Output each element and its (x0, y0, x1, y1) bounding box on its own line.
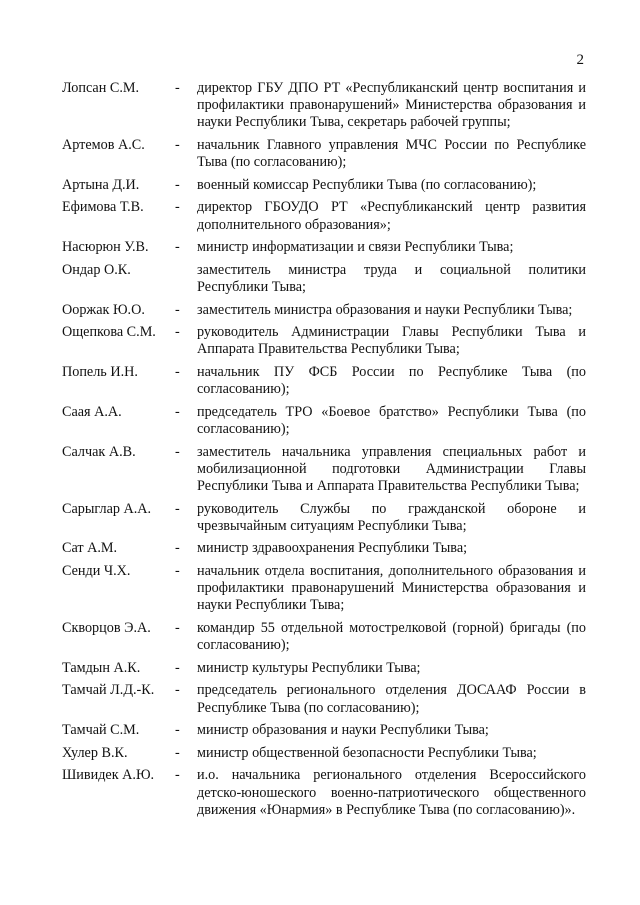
member-role: заместитель министра труда и социальной политики Республики Тыва; (197, 261, 586, 295)
member-dash: - (175, 199, 180, 216)
member-name: Попель И.Н. (62, 363, 138, 380)
member-role: министр информатизации и связи Республики Тыва; (197, 239, 514, 256)
member-name: Салчак А.В. (62, 443, 136, 460)
member-dash (173, 262, 197, 296)
members-list (62, 80, 586, 824)
member-name: Скворцов Э.А. (62, 619, 151, 636)
member-name: Сарыглар А.А. (62, 500, 152, 517)
member-dash: - (175, 239, 180, 256)
member-role: руководитель Администрации Главы Республики Тыва и Аппарата Правительства Республики Тыва; (197, 324, 586, 358)
member-row (62, 563, 586, 615)
member-dash: - (175, 744, 180, 761)
member-row (62, 239, 586, 256)
member-dash: - (175, 301, 180, 318)
member-row (62, 620, 586, 654)
member-dash: - (175, 682, 180, 699)
member-row (62, 540, 586, 557)
member-dash: - (175, 659, 180, 676)
member-name: Саая А.А. (62, 403, 122, 420)
member-row (62, 722, 586, 739)
member-row (62, 660, 586, 677)
member-role: председатель регионального отделения ДОСААФ России в Республике Тыва (по согласованию); (197, 682, 586, 716)
member-dash: - (175, 363, 180, 380)
member-role: командир 55 отдельной мотострелковой (горной) бригады (по согласованию); (197, 619, 586, 654)
member-dash: - (175, 137, 180, 153)
member-name: Насюрюн У.В. (62, 239, 149, 256)
member-name: Ощепкова С.М. (62, 324, 156, 341)
member-row (62, 199, 586, 233)
member-dash: - (175, 443, 180, 460)
member-role: и.о. начальника регионального отделения Всероссийского детско-юношеского военно-патриотического общественного движения «Юнармия» в Республике Тыва (по согласованию)». (197, 767, 586, 818)
member-role: заместитель начальника управления специальных работ и мобилизационной подготовки Администрации Главы Республики Тыва и Аппарата Правительства Республики Тыва; (197, 443, 586, 494)
member-row (62, 80, 586, 132)
member-dash: - (175, 540, 180, 557)
member-dash: - (175, 500, 180, 517)
member-dash: - (175, 176, 180, 193)
member-name: Лопсан С.М. (62, 80, 140, 96)
member-row (62, 682, 586, 716)
member-name: Сенди Ч.Х. (62, 562, 131, 579)
member-name: Ефимова Т.В. (62, 199, 144, 216)
member-role: министр культуры Республики Тыва; (197, 659, 421, 676)
member-dash: - (175, 562, 180, 579)
member-row (62, 177, 586, 194)
member-role: военный комиссар Республики Тыва (по согласованию); (197, 176, 537, 193)
member-name: Тамчай С.М. (62, 722, 140, 739)
member-dash: - (175, 722, 180, 739)
member-role: директор ГБОУДО РТ «Республиканский центр развития дополнительного образования»; (197, 199, 586, 233)
member-role: директор ГБУ ДПО РТ «Республиканский центр воспитания и профилактики правонарушений» Министерства образования и науки Республики Тыва, секретарь рабочей группы; (197, 80, 586, 131)
member-row (62, 767, 586, 819)
member-dash: - (175, 403, 180, 420)
member-name: Тамчай Л.Д.-К. (62, 682, 155, 699)
member-row (62, 137, 586, 171)
member-name: Сат А.М. (62, 540, 118, 557)
member-row (62, 444, 586, 496)
member-role: начальник Главного управления МЧС России по Республике Тыва (по согласованию); (197, 137, 586, 171)
member-dash: - (175, 619, 180, 636)
member-name: Хулер В.К. (62, 744, 128, 761)
member-name: Ондар О.К. (62, 261, 131, 278)
member-dash: - (175, 767, 180, 784)
member-role: министр общественной безопасности Республики Тыва; (197, 744, 537, 761)
member-row (62, 404, 586, 438)
member-dash: - (175, 324, 180, 341)
member-role: заместитель министра образования и науки Республики Тыва; (197, 301, 573, 318)
member-role: начальник отдела воспитания, дополнительного образования и профилактики правонарушений Министерства образования и науки Республики Тыва; (197, 562, 586, 614)
member-role: министр образования и науки Республики Тыва; (197, 722, 489, 739)
member-row (62, 302, 586, 319)
member-role: председатель ТРО «Боевое братство» Республики Тыва (по согласованию); (197, 403, 586, 437)
member-row (62, 324, 586, 358)
member-role: руководитель Службы по гражданской обороне и чрезвычайным ситуациям Республики Тыва; (197, 500, 586, 534)
member-row (62, 262, 586, 296)
member-row (62, 364, 586, 398)
member-role: министр здравоохранения Республики Тыва; (197, 540, 468, 557)
member-role: начальник ПУ ФСБ России по Республике Тыва (по согласованию); (197, 363, 586, 398)
member-row (62, 745, 586, 762)
page-number: 2 (576, 52, 584, 68)
member-name: Ооржак Ю.О. (62, 301, 145, 318)
member-name: Шивидек А.Ю. (62, 767, 155, 784)
member-row (62, 501, 586, 535)
member-name: Артемов А.С. (62, 137, 145, 153)
member-name: Артына Д.И. (62, 176, 140, 193)
member-dash: - (175, 80, 180, 96)
member-name: Тамдын А.К. (62, 659, 141, 676)
